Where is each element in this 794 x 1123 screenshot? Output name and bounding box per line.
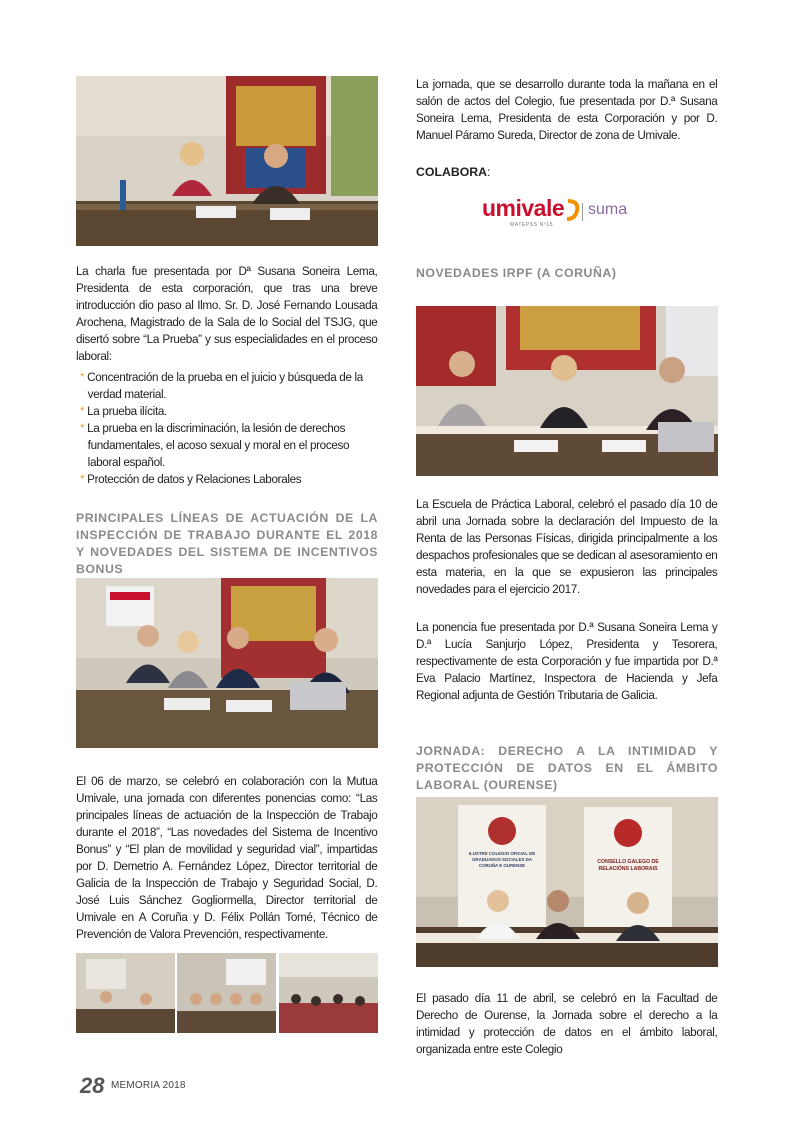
colabora-colon: :	[487, 165, 491, 179]
logo-divider	[582, 203, 583, 221]
section-heading-inspeccion: PRINCIPALES LÍNEAS DE ACTUACIÓN DE LA INSPECCIÓN DE TRABAJO DURANTE EL 2018 Y NOVEDADES DEL SISTEMA DE INCENTIVOS BONUS	[76, 511, 378, 576]
list-item: * La prueba en la discriminación, la lesión de derechos fundamentales, el acoso sexual y moral en el proceso laboral español.	[80, 421, 350, 469]
section-heading-datos: JORNADA: DERECHO A LA INTIMIDAD Y PROTECCIÓN DE DATOS EN EL ÁMBITO LABORAL (OURENSE)	[416, 744, 718, 792]
photo-charla	[76, 76, 378, 246]
umivale-logo: umivale	[482, 195, 565, 221]
colabora-label: COLABORA	[416, 165, 488, 179]
sponsor-logos	[474, 195, 644, 235]
photo-irpf	[416, 306, 718, 476]
banner-colegio: ILUSTRE COLEGIO OFICIAL DE GRADUADOS SOCIALES DA CORUÑA E OURENSE	[468, 851, 536, 868]
inspeccion-paragraph: El 06 de marzo, se celebró en colaboración con la Mutua Umivale, una jornada con diferentes ponencias como: “Las principales líneas de actuación de la Inspección de Trabajo durante el 2018”, “Las novedades del Sistema de Incentivo Bonus” y “El plan de movilidad y seguridad vial”, impartidas por D. Demetrio A. Fernández López, Director territorial de Galicia de la Inspección de Trabajo y Seguridad Social, D. José Luis Sánchez Gogliormella, Director territorial de Umivale en A Coruña y D. Félix Pollán Tomé, Técnico de Prevención de Valora Prevención, respectivamente.	[76, 774, 378, 941]
irpf-paragraph-1: La Escuela de Práctica Laboral, celebró el pasado día 10 de abril una Jornada sobre la declaración del Impuesto de la Renta de las Personas Físicas, dirigida principalmente a los despachos profesionales que se dedican al asesoramiento en esta materia, en la que se expusieron las principales novedades para el ejercicio 2017.	[416, 497, 718, 596]
irpf-paragraph-2: La ponencia fue presentada por D.ª Susana Soneira Lema y D.ª Lucía Sanjurjo López, Presidenta y Tesorera, respectivamente de esta Corporación y fue impartida por D.ª Eva Palacio Martínez, Inspectora de Hacienda y Jefa Regional adjunta de Gestión Tributaria de Galicia.	[416, 620, 718, 702]
umivale-sub: MATEPSS Nº15	[510, 222, 554, 228]
banner-consello: CONSELLO GALEGO DE RELACIÓNS LABORAIS	[597, 859, 659, 872]
charla-paragraph: La charla fue presentada por Dª Susana Soneira Lema, Presidenta de esta corporación, que tras una breve introducción dio paso al Ilmo. Sr. D. José Fernando Lousada Arochena, Magistrado de la Sala de lo Social del TSJG, que disertó sobre “La Prueba” y sus especialidades en el proceso laboral:	[76, 264, 378, 363]
list-item: * Concentración de la prueba en el juicio y búsqueda de la verdad material.	[80, 370, 363, 401]
photo-strip	[76, 953, 378, 1033]
section-heading-irpf: NOVEDADES IRPF (A CORUÑA)	[416, 266, 617, 280]
photo-ourense	[416, 797, 718, 967]
suma-logo: suma	[588, 201, 628, 218]
photo-inspeccion	[76, 578, 378, 748]
list-item: * Protección de datos y Relaciones Laborales	[80, 472, 302, 486]
page-number: 28	[80, 1073, 105, 1098]
datos-paragraph: El pasado día 11 de abril, se celebró en la Facultad de Derecho de Ourense, la Jornada sobre el derecho a la intimidad y protección de datos en el ámbito laboral, organizada entre este Colegio	[416, 991, 718, 1056]
umivale-swoosh-icon	[565, 199, 581, 221]
list-item: * La prueba ilícita.	[80, 404, 167, 418]
topics-list	[80, 369, 378, 488]
jornada-paragraph: La jornada, que se desarrollo durante toda la mañana en el salón de actos del Colegio, fue presentada por D.ª Susana Soneira Lema, Presidenta de esta Corporación y por D. Manuel Páramo Sureda, Director de zona de Umivale.	[416, 77, 718, 142]
footer-label: MEMORIA 2018	[111, 1080, 186, 1091]
